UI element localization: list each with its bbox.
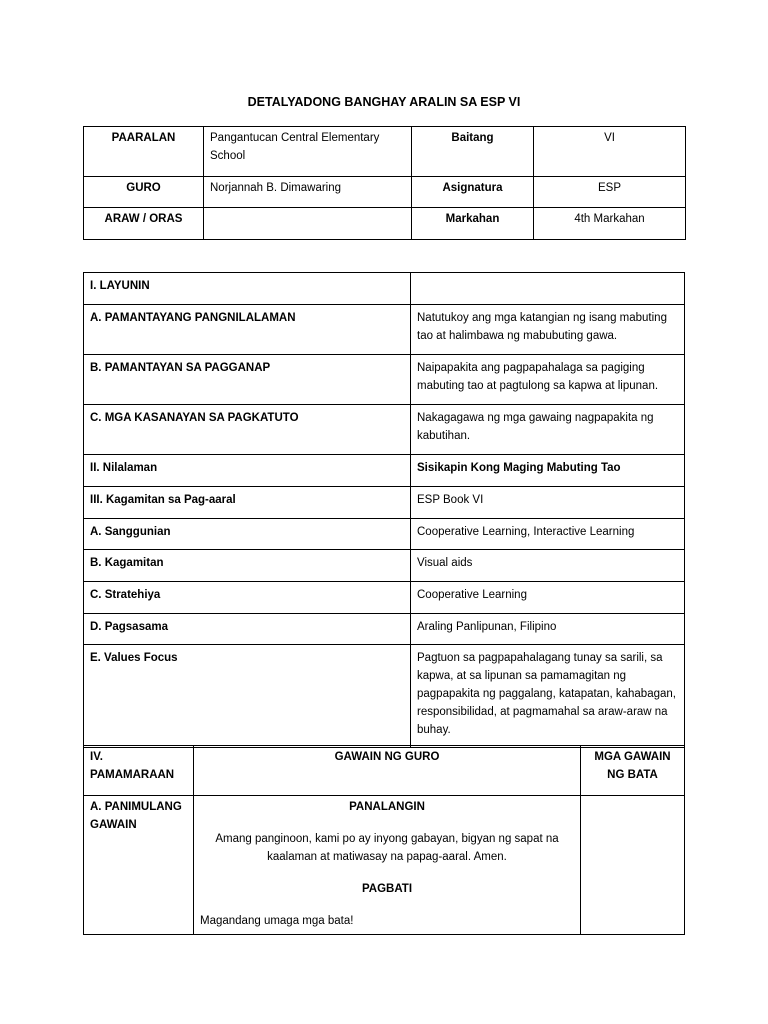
- row-label: I. LAYUNIN: [84, 273, 411, 305]
- table-row: [84, 355, 685, 405]
- row-label: E. Values Focus: [84, 645, 411, 748]
- row-label: II. Nilalaman: [84, 455, 411, 487]
- label-paaralan: PAARALAN: [84, 127, 204, 177]
- value-araw-oras: [204, 208, 412, 240]
- table-row: [84, 405, 685, 455]
- label-markahan: Markahan: [412, 208, 534, 240]
- row-label: B. PAMANTAYAN SA PAGGANAP: [84, 355, 411, 405]
- table-row: [84, 796, 685, 935]
- value-paaralan: Pangantucan Central Elementary School: [204, 127, 412, 177]
- row-value: [411, 273, 685, 305]
- row-label: C. Stratehiya: [84, 582, 411, 614]
- row-value: ESP Book VI: [411, 487, 685, 519]
- label-guro: GURO: [84, 177, 204, 208]
- procedure-table: [83, 745, 685, 935]
- table-row: [84, 487, 685, 519]
- pagbati-heading: PAGBATI: [361, 883, 413, 895]
- student-activity-cell: [581, 796, 685, 935]
- gawain-ng-guro-header: GAWAIN NG GURO: [194, 746, 581, 796]
- row-value: Pagtuon sa pagpapahalagang tunay sa sarili, sa kapwa, at sa lipunan sa pamamagitan ng pagpapakita ng paggalang, katapatan, kahabagan, responsibilidad, at pagmamahal sa araw-araw na buhay.: [411, 645, 685, 748]
- document-title: DETALYADONG BANGHAY ARALIN SA ESP VI: [247, 95, 521, 109]
- table-row: [84, 614, 685, 645]
- prayer-text: Amang panginoon, kami po ay inyong gabayan, bigyan ng sapat na kaalaman at matiwasay na papag-aaral. Amen.: [215, 833, 559, 863]
- teacher-activity-cell: [194, 796, 581, 935]
- label-baitang: Baitang: [412, 127, 534, 177]
- row-value: Cooperative Learning, Interactive Learning: [411, 519, 685, 550]
- row-label: A. Sanggunian: [84, 519, 411, 550]
- table-row: [84, 550, 685, 582]
- value-guro: Norjannah B. Dimawaring: [204, 177, 412, 208]
- row-value: Natutukoy ang mga katangian ng isang mabuting tao at halimbawa ng mabubuting gawa.: [411, 305, 685, 355]
- table-row: [84, 645, 685, 748]
- row-label: B. Kagamitan: [84, 550, 411, 582]
- value-asignatura: ESP: [534, 177, 686, 208]
- procedure-label: IV. PAMAMARAAN: [84, 746, 194, 796]
- row-value: Araling Panlipunan, Filipino: [411, 614, 685, 645]
- value-baitang: VI: [534, 127, 686, 177]
- row-value: Visual aids: [411, 550, 685, 582]
- row-value: Sisikapin Kong Maging Mabuting Tao: [411, 455, 685, 487]
- row-value: Naipapakita ang pagpapahalaga sa pagiging mabuting tao at pagtulong sa kapwa at lipunan.: [411, 355, 685, 405]
- label-araw-oras: ARAW / ORAS: [84, 208, 204, 240]
- lesson-plan-table: [83, 272, 685, 748]
- value-markahan: 4th Markahan: [534, 208, 686, 240]
- table-row: [84, 519, 685, 550]
- row-label: A. PAMANTAYANG PANGNILALAMAN: [84, 305, 411, 355]
- table-row: [84, 273, 685, 305]
- table-row: [84, 455, 685, 487]
- panalangin-heading: PANALANGIN: [349, 801, 425, 813]
- row-label: III. Kagamitan sa Pag-aaral: [84, 487, 411, 519]
- row-value: Cooperative Learning: [411, 582, 685, 614]
- row-label: D. Pagsasama: [84, 614, 411, 645]
- table-row: [84, 177, 686, 208]
- mga-gawain-ng-bata-header: MGA GAWAIN NG BATA: [581, 746, 685, 796]
- table-row: [84, 746, 685, 796]
- row-label: C. MGA KASANAYAN SA PAGKATUTO: [84, 405, 411, 455]
- row-value: Nakagagawa ng mga gawaing nagpapakita ng kabutihan.: [411, 405, 685, 455]
- table-row: [84, 127, 686, 177]
- header-info-table: [83, 126, 686, 240]
- label-asignatura: Asignatura: [412, 177, 534, 208]
- greeting-text: Magandang umaga mga bata!: [200, 915, 354, 927]
- table-row: [84, 582, 685, 614]
- table-row: [84, 208, 686, 240]
- table-row: [84, 305, 685, 355]
- panimulang-gawain-label: A. PANIMULANG GAWAIN: [84, 796, 194, 935]
